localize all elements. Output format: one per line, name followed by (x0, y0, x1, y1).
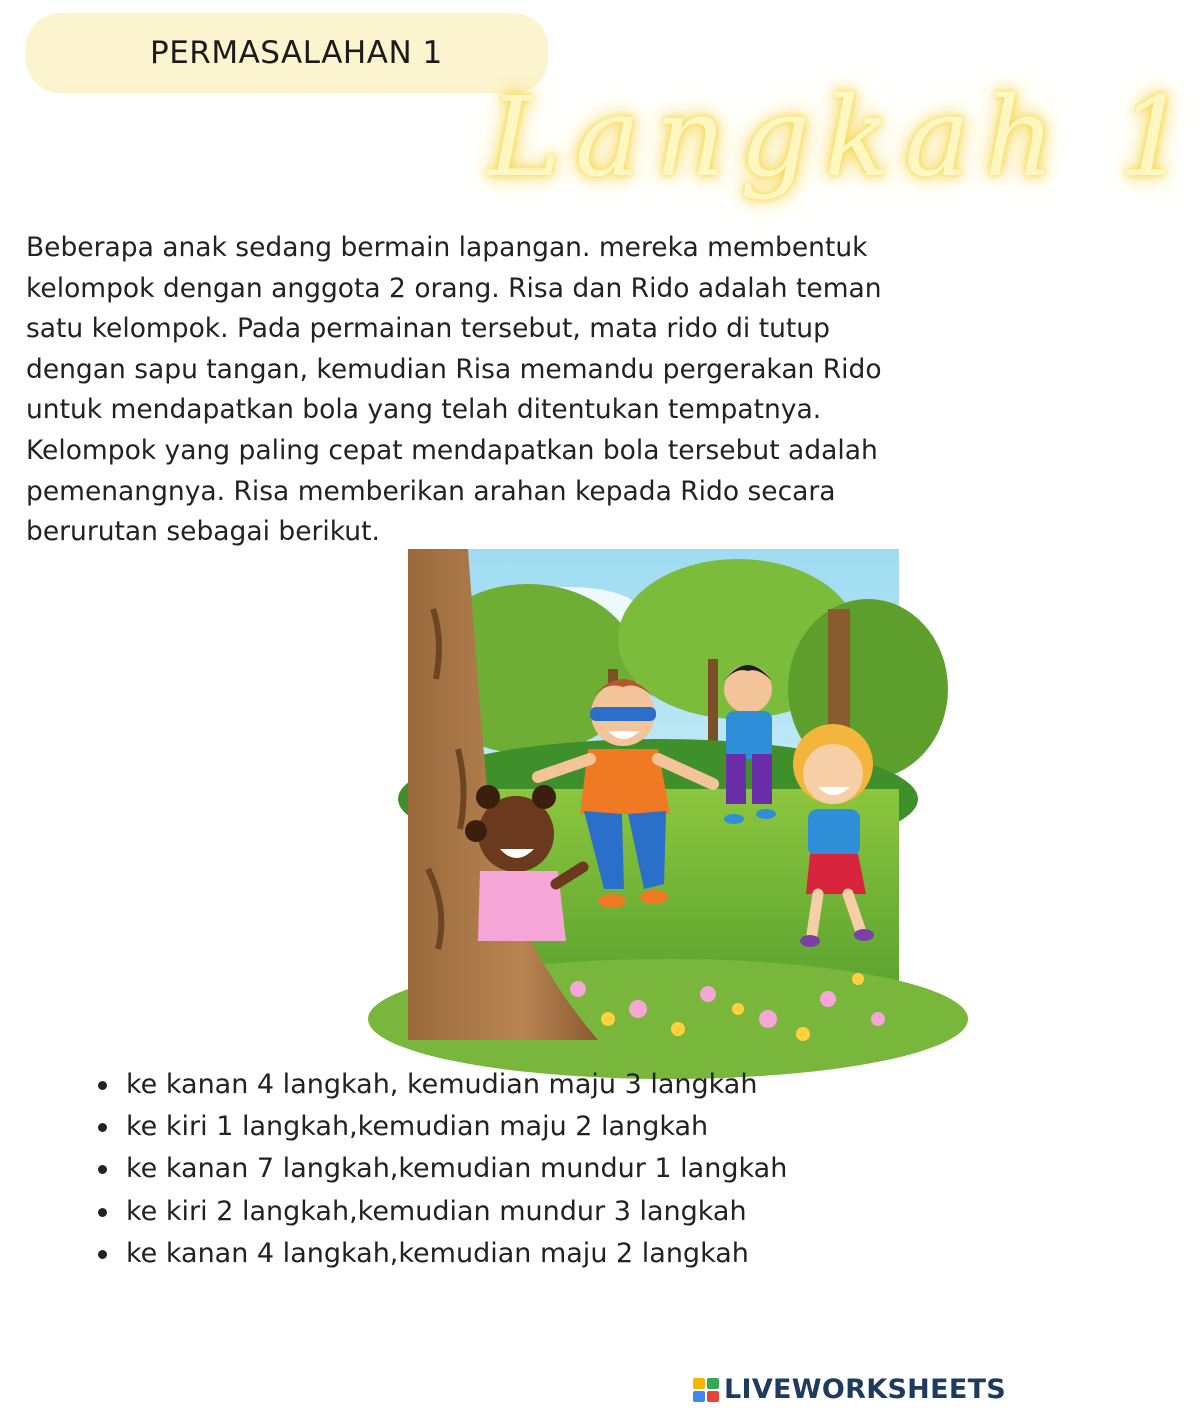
liveworksheets-brand[interactable] (692, 1372, 1006, 1408)
instruction-list (98, 1064, 787, 1275)
list-item: ke kiri 1 langkah,kemudian maju 2 langkah (98, 1106, 787, 1148)
liveworksheets-logo-icon (692, 1376, 720, 1404)
page-title-banner (26, 13, 548, 93)
problem-paragraph: Beberapa anak sedang bermain lapangan. mereka membentuk kelompok dengan anggota 2 orang. Risa dan Rido adalah teman satu kelompok. Pada permainan tersebut, mata rido di tutup dengan sapu tangan, kemudian Risa memandu pergerakan Rido untuk mendapatkan bola yang telah ditentukan tempatnya. Kelompok yang paling cepat mendapatkan bola tersebut adalah pemenangnya. Risa memberikan arahan kepada Rido secara berurutan sebagai berikut. (26, 232, 882, 548)
list-item: ke kanan 7 langkah,kemudian mundur 1 langkah (98, 1148, 787, 1190)
page-title: PERMASALAHAN 1 (150, 35, 443, 71)
list-item: ke kiri 2 langkah,kemudian mundur 3 langkah (98, 1191, 787, 1233)
list-item: ke kanan 4 langkah, kemudian maju 3 langkah (98, 1064, 787, 1106)
children-playing-illustration (408, 549, 899, 1040)
brand-name: LIVEWORKSHEETS (724, 1374, 1007, 1405)
list-item: ke kanan 4 langkah,kemudian maju 2 langkah (98, 1233, 787, 1275)
langkah-neon-title: Langkah 1 (488, 73, 1202, 201)
